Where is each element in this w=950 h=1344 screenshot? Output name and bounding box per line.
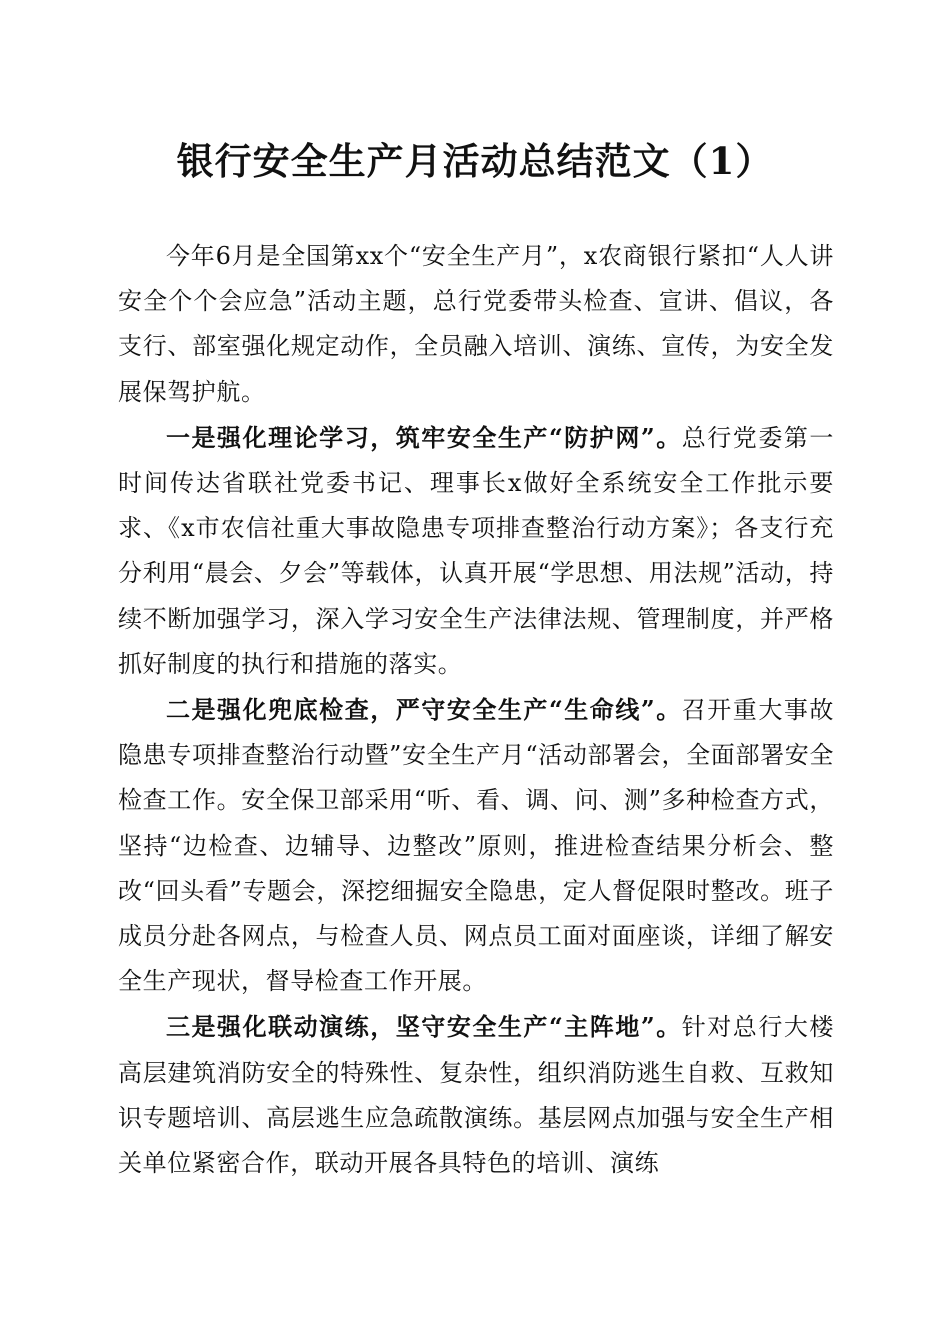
- paragraph-inspection: [118, 687, 834, 1004]
- paragraph-lead: 三是强化联动演练，坚守安全生产“主阵地”。: [166, 1012, 682, 1042]
- paragraph-lead: 一是强化理论学习，筑牢安全生产“防护网”。: [166, 422, 682, 452]
- document-body: [118, 233, 834, 1186]
- paragraph-theory-study: [118, 415, 834, 687]
- paragraph-intro: [118, 233, 834, 415]
- paragraph-text: 针对总行大楼高层建筑消防安全的特殊性、复杂性，组织消防逃生自救、互救知识专题培训、高层逃生应急疏散演练。基层网点加强与安全生产相关单位紧密合作，联动开展各具特色的培训、演练: [118, 1013, 834, 1178]
- paragraph-text: 召开重大事故隐患专项排查整治行动暨”安全生产月“活动部署会，全面部署安全检查工作。安全保卫部采用“听、看、调、问、测”多种检查方式，坚持“边检查、边辅导、边整改”原则，推进检查结果分析会、整改“回头看”专题会，深挖细掘安全隐患，定人督促限时整改。班子成员分赴各网点，与检查人员、网点员工面对面座谈，详细了解安全生产现状，督导检查工作开展。: [118, 696, 834, 996]
- paragraph-text: 今年6月是全国第xx个“安全生产月”，x农商银行紧扣“人人讲安全个个会应急”活动主题，总行党委带头检查、宣讲、倡议，各支行、部室强化规定动作，全员融入培训、演练、宣传，为安全发展保驾护航。: [118, 242, 834, 406]
- document-title: 银行安全生产月活动总结范文（1）: [176, 139, 774, 183]
- paragraph-lead: 二是强化兜底检查，严守安全生产“生命线”。: [166, 695, 682, 725]
- paragraph-drills: [118, 1004, 834, 1186]
- paragraph-text: 总行党委第一时间传达省联社党委书记、理事长x做好全系统安全工作批示要求、《x市农信社重大事故隐患专项排查整治行动方案》；各支行充分利用“晨会、夕会”等载体，认真开展“学思想、用法规”活动，持续不断加强学习，深入学习安全生产法律法规、管理制度，并严格抓好制度的执行和措施的落实。: [118, 423, 834, 678]
